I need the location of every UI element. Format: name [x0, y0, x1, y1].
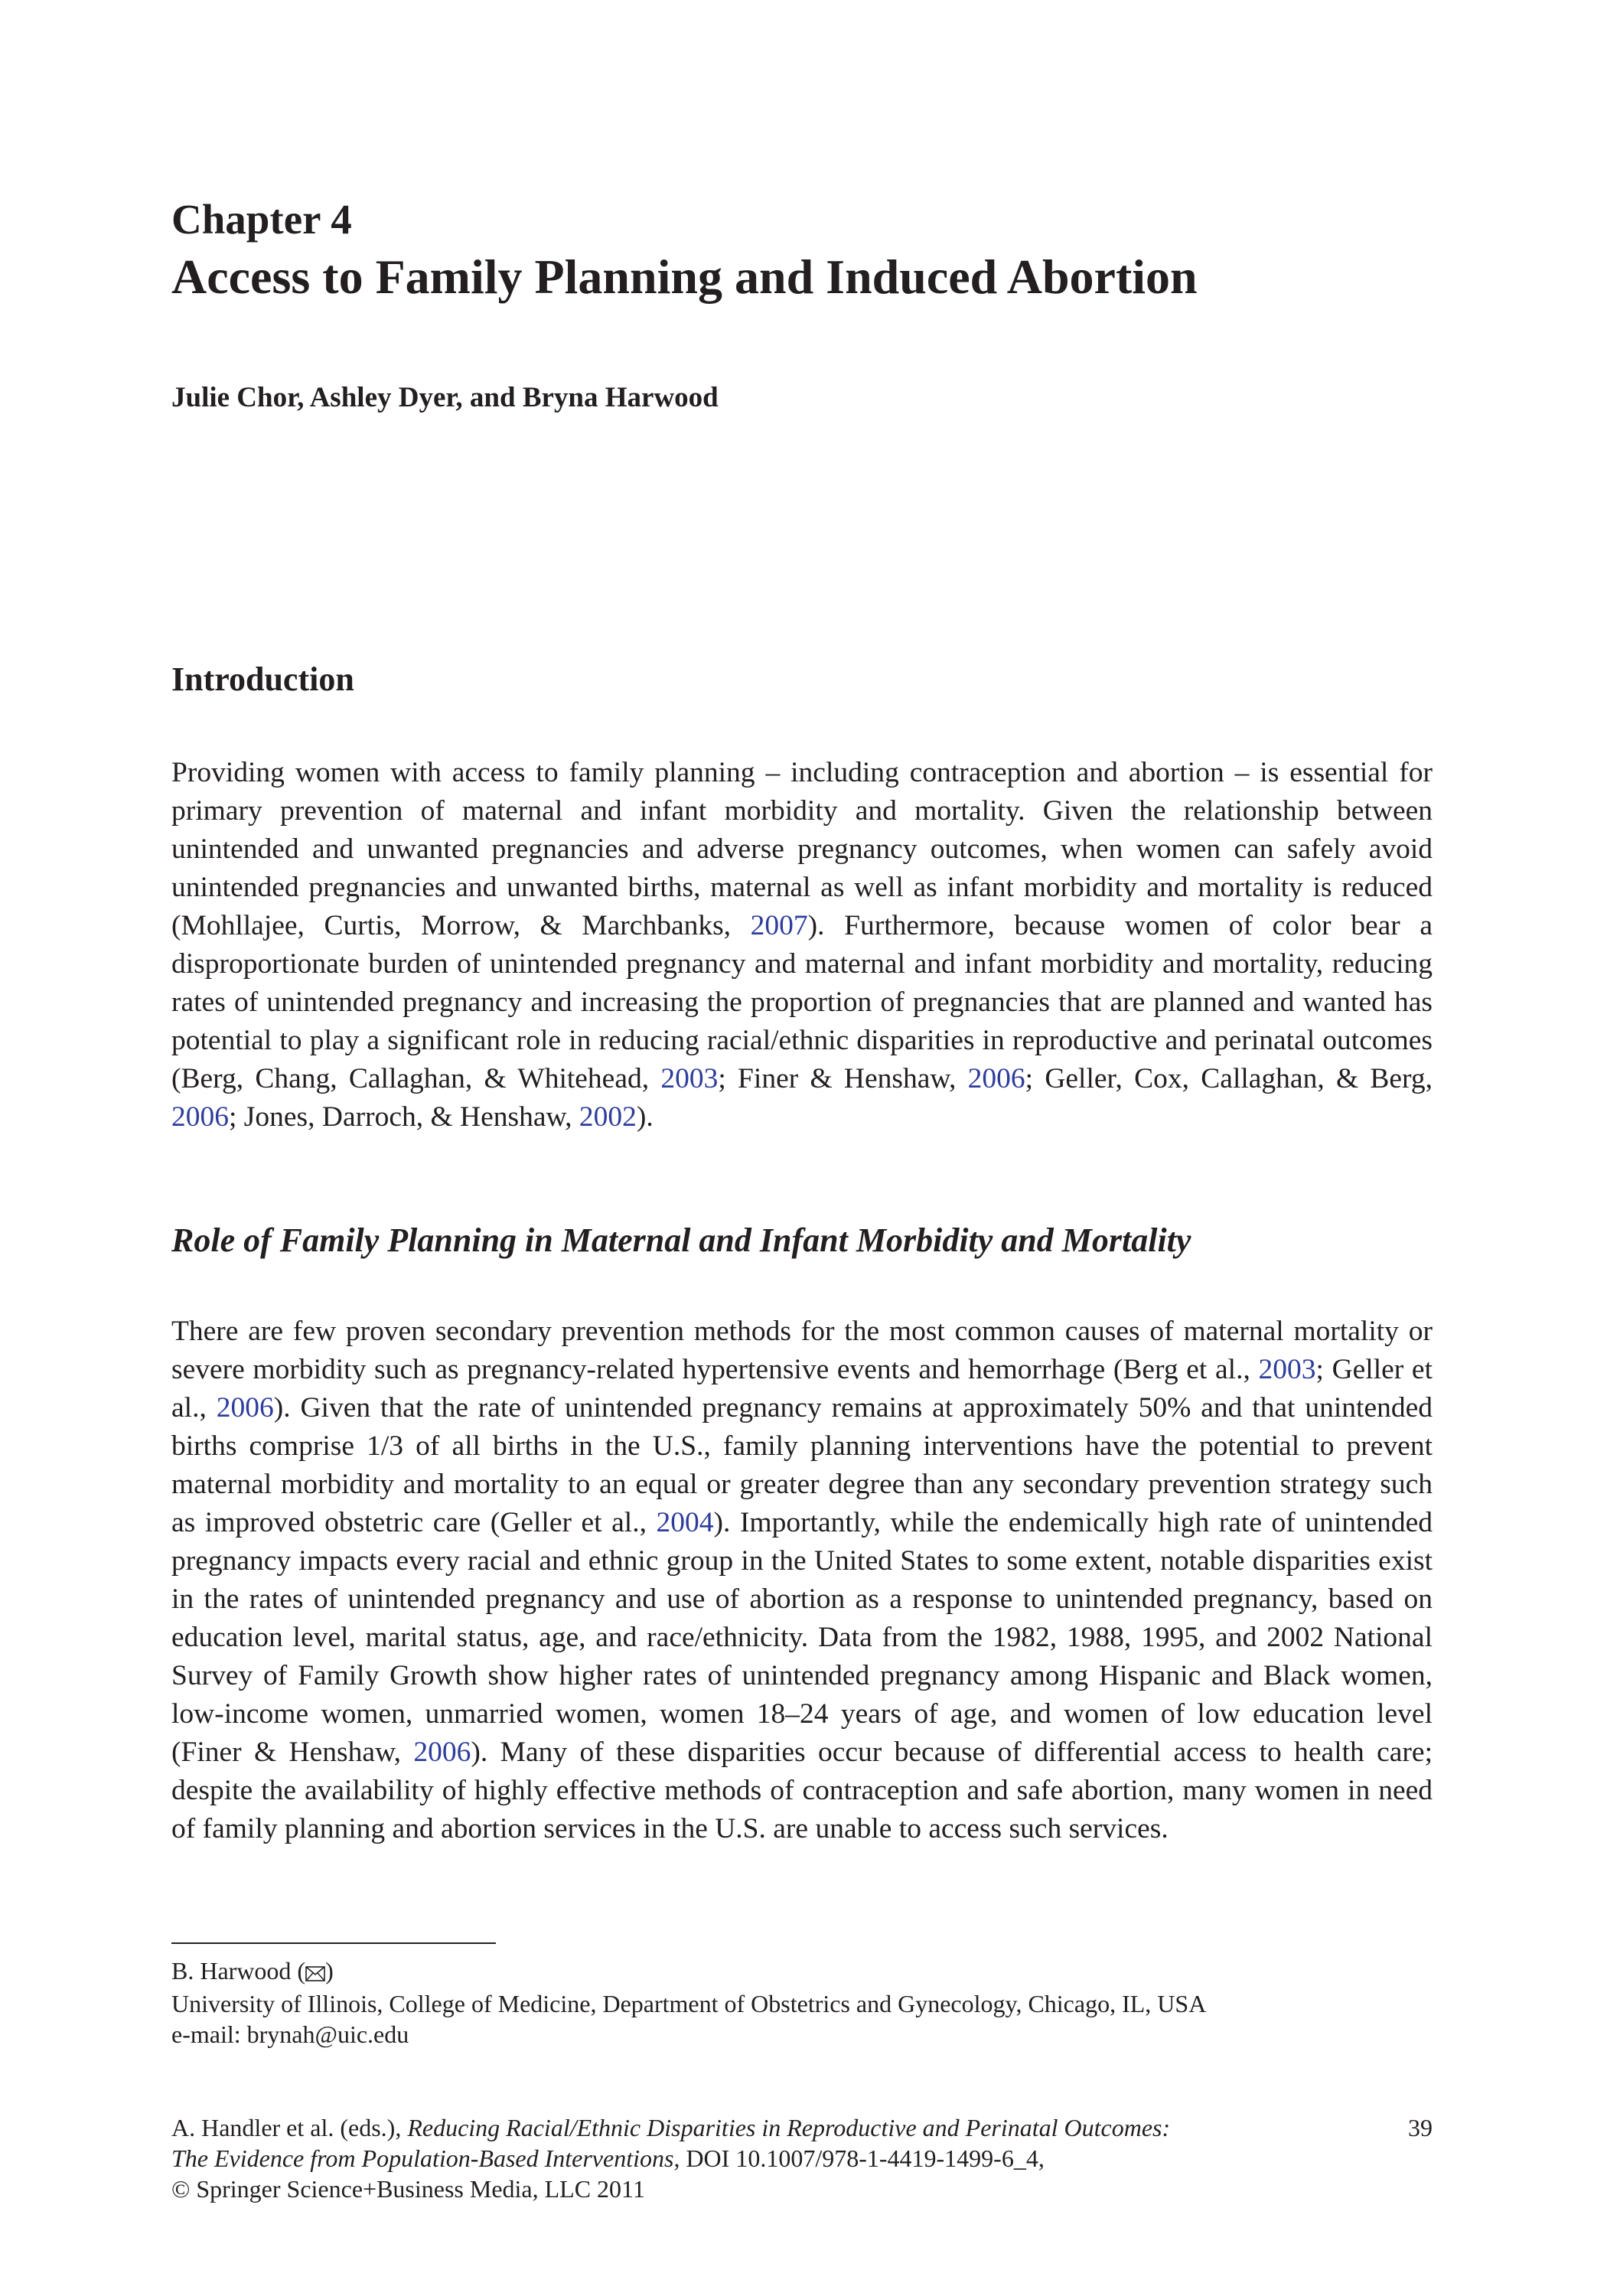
author-email: e-mail: brynah@uic.edu — [171, 2020, 409, 2048]
book-subtitle: The Evidence from Population-Based Interventions — [171, 2144, 674, 2172]
text-run: There are few proven secondary prevention methods for the most common causes of maternal mortality or severe morbidity such as pregnancy-related hypertensive events and hemorrhage (Berg et al., — [171, 1316, 1433, 1385]
author-affiliation: University of Illinois, College of Medicine, Department of Obstetrics and Gynecology, Chicago, IL, USA — [171, 1990, 1207, 2017]
citation-link[interactable]: 2003 — [660, 1063, 719, 1094]
text-run: ). Given that the rate of unintended pregnancy remains at approximately 50% and that unintended births comprise 1/3 of all births in the U.S., family planning interventions have the potential to prevent maternal morbidity and mortality to an equal or greater degree than any secondary prevention strategy such as improved obstetric care (Geller et al., — [171, 1392, 1433, 1538]
text-run: ). Furthermore, because women of color bear a disproportionate burden of unintended pregnancy and maternal and infant morbidity and mortality, reducing rates of unintended pregnancy and increasing the proportion of pregnancies that are planned and wanted has potential to play a significant role in reducing racial/ethnic disparities in reproductive and perinatal outcomes (Berg, Chang, Callaghan, & Whitehead, — [171, 910, 1433, 1094]
text-run: A. Handler et al. (eds.), — [171, 2114, 408, 2141]
citation-link[interactable]: 2006 — [216, 1392, 274, 1424]
footnote-divider — [171, 1942, 496, 1944]
role-paragraph — [171, 1313, 1433, 1848]
citation-line-2 — [171, 2143, 1365, 2174]
citation-link[interactable]: 2006 — [413, 1737, 471, 1768]
chapter-authors: Julie Chor, Ashley Dyer, and Bryna Harwood — [171, 382, 719, 413]
text-run: ). — [636, 1101, 654, 1133]
corresponding-author-name: B. Harwood ( — [171, 1957, 306, 1985]
citation-link[interactable]: 2002 — [579, 1101, 637, 1133]
page-number: 39 — [1408, 2114, 1433, 2141]
citation-link[interactable]: 2006 — [967, 1063, 1025, 1094]
envelope-icon — [305, 1958, 325, 1988]
book-citation — [171, 2112, 1365, 2204]
citation-link[interactable]: 2007 — [750, 910, 808, 941]
citation-link[interactable]: 2003 — [1258, 1354, 1316, 1385]
chapter-number: Chapter 4 — [171, 196, 352, 243]
text-run: Providing women with access to family planning – including contraception and abortion – is essential for primary prevention of maternal and infant morbidity and mortality. Given the relationship between unintended and unwanted pregnancies and adverse pregnancy outcomes, when women can safely avoid unintended pregnancies and unwanted births, maternal as well as infant morbidity and mortality is reduced (Mohllajee, Curtis, Morrow, & Marchbanks, — [171, 757, 1433, 941]
section-heading-introduction: Introduction — [171, 660, 354, 698]
chapter-title: Access to Family Planning and Induced Abortion — [171, 249, 1198, 304]
text-run: ; Jones, Darroch, & Henshaw, — [229, 1101, 579, 1133]
copyright-notice: © Springer Science+Business Media, LLC 2011 — [171, 2175, 645, 2203]
corresponding-author-line — [171, 1955, 1433, 1988]
book-title: Reducing Racial/Ethnic Disparities in Reproductive and Perinatal Outcomes: — [407, 2114, 1171, 2141]
text-run: ) — [325, 1957, 334, 1985]
citation-line-1 — [171, 2112, 1365, 2143]
section-heading-role: Role of Family Planning in Maternal and Infant Morbidity and Mortality — [171, 1221, 1191, 1259]
text-run: ). Many of these disparities occur because of differential access to health care; despite the availability of highly effective methods of contraception and safe abortion, many women in need of family planning and abortion services in the U.S. are unable to access such services. — [171, 1737, 1433, 1844]
doi-text: , DOI 10.1007/978-1-4419-1499-6_4, — [673, 2144, 1045, 2172]
citation-link[interactable]: 2004 — [656, 1507, 714, 1538]
introduction-paragraph — [171, 754, 1433, 1137]
text-run: ). Importantly, while the endemically high rate of unintended pregnancy impacts every racial and ethnic group in the United States to some extent, notable disparities exist in the rates of unintended pregnancy and use of abortion as a response to unintended pregnancy, based on education level, marital status, age, and race/ethnicity. Data from the 1982, 1988, 1995, and 2002 National Survey of Family Growth show higher rates of unintended pregnancy among Hispanic and Black women, low-income women, unmarried women, women 18–24 years of age, and women of low education level (Finer & Henshaw, — [171, 1507, 1433, 1768]
author-footnote — [171, 1955, 1433, 2050]
text-run: ; Finer & Henshaw, — [718, 1063, 968, 1094]
text-run: ; Geller, Cox, Callaghan, & Berg, — [1025, 1063, 1433, 1094]
citation-link[interactable]: 2006 — [171, 1101, 229, 1133]
text-run: ; Geller et al., — [171, 1354, 1433, 1424]
